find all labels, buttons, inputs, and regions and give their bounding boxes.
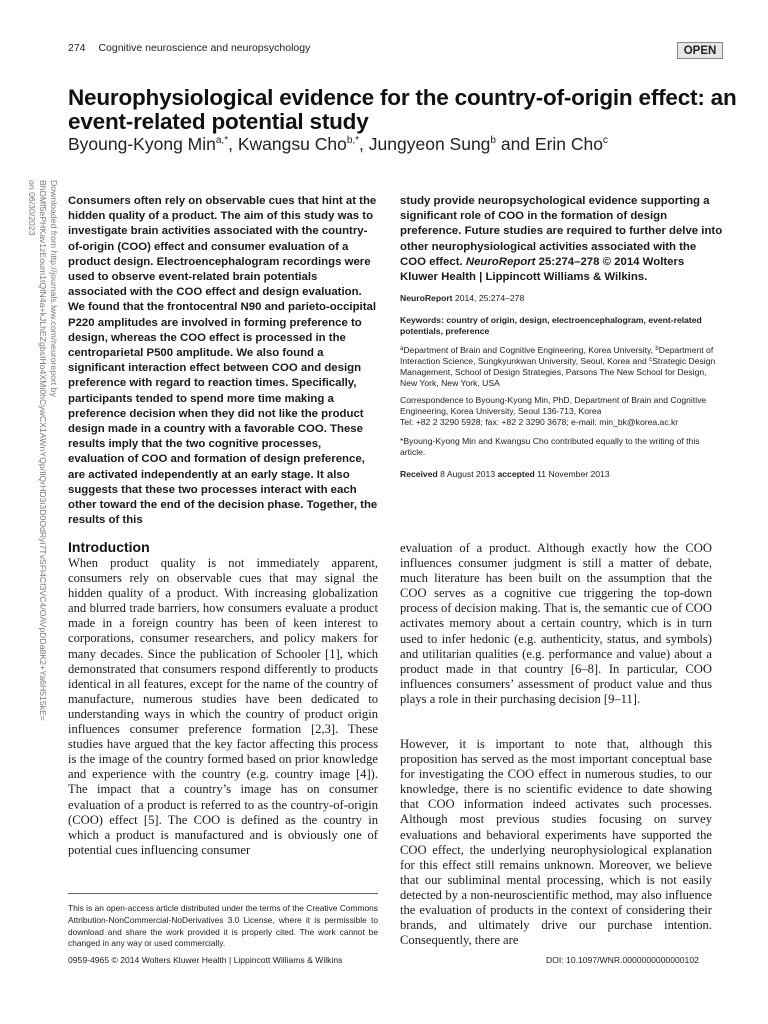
affil-marker: c: [649, 357, 653, 363]
affil-marker: a: [400, 346, 404, 352]
footnote-divider: [68, 893, 378, 894]
author-name: Erin Cho: [534, 134, 604, 154]
keywords-label: Keywords:: [400, 315, 444, 325]
journal-reference: [400, 293, 725, 304]
page-number: 274: [68, 42, 86, 54]
download-watermark: Downloaded from http://journals.lww.com/neuroreport by BhDMf5ePHKav1zEoum1tQfN4a+kJLhEZgbsIHo4XMi0hCywCX1AWnYQp/IlQrHD3i3D0OdRyi7TvSFl4Cf3VC4/OAVpDDa8K2+Ya6H515kE= on 06/30/2023: [27, 180, 59, 721]
issn-copyright-footer: 0959-4965 © 2014 Wolters Kluwer Health | Lippincott Williams & Wilkins: [68, 955, 343, 965]
author-separator: and: [495, 134, 535, 154]
accepted-date: 11 November 2013: [537, 469, 610, 479]
keywords-list: country of origin, design, electroencephalogram, event-related potentials, preference: [400, 315, 702, 336]
journal-ref-name: NeuroReport: [400, 293, 453, 303]
copyright-notice: © 2014 Wolters Kluwer Health | Lippincott Williams & Wilkins.: [400, 255, 685, 284]
intro-paragraph-2: However, it is important to note that, although this proposition has served as the most important conceptual base for investigating the COO effect in numerous studies, to our knowledge, there is no scientific evidence to date showing that COO information indeed activates such processes. Although most previous studies focusing on survey evaluations and behavioral experiments have supported the COO effect, the underlying neurophysiological explanation for this effect still remains unknown. Moreover, we believe that our subliminal mental processing, which is not easily detected by a non-neuroscientific method, may also influence the evaluation of products in the context of considering their brands, and ultimately drive our purchase intention. Consequently, there are: [400, 737, 712, 948]
section-heading-introduction: Introduction: [68, 539, 150, 555]
license-footnote: This is an open-access article distributed under the terms of the Creative Commons Attribution-NonCommercial-NoDerivatives 3.0 License, where it is permissible to download and share the work provided it is properly cited. The work cannot be changed in any way or used commercially.: [68, 903, 378, 949]
author-separator: ,: [228, 134, 238, 154]
correspondence: [400, 395, 725, 428]
affil-text: Strategic Design Management, School of Design Strategies, Parsons The New School for Design, New York, New York, USA: [400, 356, 716, 388]
author-affiliation: b: [490, 135, 496, 146]
author-name: Jungyeon Sung: [368, 134, 491, 154]
journal-ref-detail: 2014, 25:274–278: [454, 293, 525, 303]
doi-footer: DOI: 10.1097/WNR.0000000000000102: [546, 955, 699, 965]
article-title: Neurophysiological evidence for the country-of-origin effect: an event-related potential study: [68, 85, 737, 134]
received-accepted-dates: [400, 469, 725, 480]
author-affiliation: c: [603, 135, 609, 146]
affil-text: Department of Brain and Cognitive Engineering, Korea University,: [403, 345, 656, 355]
author-affiliation: b,*: [346, 135, 360, 146]
intro-paragraph-1-continued: evaluation of a product. Although exactly how the COO influences consumer judgment is still a matter of debate, much literature has been built on the assumption that the COO serves as a cognitive cue triggering the top-down process of decision making. That is, the semantic cue of COO activates memory about a certain country, which is in turn used to infer hedonic (e.g. authenticity, status, and symbols) and utilitarian qualities (e.g. performance and value) about a product made in that country [6–8]. In particular, COO influences consumers’ assessment of product value and thus plays a role in their purchasing decision [9–11].: [400, 541, 712, 706]
affil-text: Department of Interaction Science, Sungkyunkwan University, Seoul, Korea and: [400, 345, 714, 366]
abstract-right-column: [400, 194, 725, 285]
received-label: Received: [400, 469, 438, 479]
author-affiliation: a,*: [215, 135, 229, 146]
abstract-left-column: Consumers often rely on observable cues that hint at the hidden quality of a product. The aim of this study was to investigate brain activities associated with the country-of-origin (COO) effect and consumer evaluation of a product design. Electroencephalogram recordings were used to observe event-related brain potentials associated with the COO effect and design evaluation. We found that the frontocentral N90 and parieto-occipital P220 amplitudes are involved in forming preference to design, whereas the COO effect is processed in the centroparietal P500 amplitude. We also found a significant interaction effect between COO and design preference with regard to reaction times. Specifically, participants tended to spend more time making a preference decision when they did not like the product design made in a country with a favorable COO. These results imply that the two cognitive processes, evaluation of COO and formation of design preference, are activated independently at an early stage. It also suggests that these two processes interact with each other toward the end of the decision phase. Together, the results of this: [68, 195, 378, 527]
equal-contribution-note: *Byoung-Kyong Min and Kwangsu Cho contributed equally to the writing of this article.: [400, 436, 700, 457]
open-access-badge: OPEN: [677, 42, 723, 59]
author-separator: ,: [359, 134, 369, 154]
author-list: [68, 134, 608, 155]
received-date: 8 August 2013: [440, 469, 496, 479]
abstract-continued: study provide neuropsychological evidence supporting a significant role of COO in the formation of design preference. Future studies are required to further delve into other neurophysiological activities associated with the COO effect.: [400, 195, 723, 268]
running-header: [68, 42, 310, 54]
accepted-label: accepted: [497, 469, 535, 479]
keywords: [400, 315, 725, 337]
correspondence-contact: Tel: +82 2 3290 5928; fax: +82 2 3290 3678; e-mail: min_bk@korea.ac.kr: [400, 417, 679, 427]
affiliations: [400, 345, 725, 389]
journal-name: NeuroReport: [465, 255, 536, 268]
author-name: Kwangsu Cho: [237, 134, 347, 154]
affil-marker: b: [655, 346, 659, 352]
journal-section: Cognitive neuroscience and neuropsychology: [98, 42, 311, 54]
correspondence-address: Correspondence to Byoung-Kyong Min, PhD, Department of Brain and Cognitive Engineering, Korea University, Seoul 136-713, Korea: [400, 395, 707, 416]
journal-citation: 25:274–278: [538, 255, 600, 268]
author-name: Byoung-Kyong Min: [68, 134, 216, 154]
intro-paragraph-1: When product quality is not immediately apparent, consumers rely on observable cues that may signal the hidden quality of a product. With increasing globalization and blurred trade barriers, how consumers evaluate a product made in a foreign country has been of keen interest to corporations, consumer researchers, and policy makers for many decades. Since the publication of Schooler [1], which demonstrated that consumers respond differently to products identical in all features, except for the name of the country of manufacture, numerous studies have been dedicated to understanding ways in which the country of product origin influences consumer preference formation [2,3]. These studies have argued that the key factor affecting this process is the image of the country formed based on prior knowledge and experience with the country (e.g. country image [4]). The impact that a country’s image has on consumer evaluation of a product is referred to as the country-of-origin (COO) effect [5]. The COO is defined as the country in which a product is manufactured and is obviously one of potential cues influencing consumer: [68, 556, 378, 857]
